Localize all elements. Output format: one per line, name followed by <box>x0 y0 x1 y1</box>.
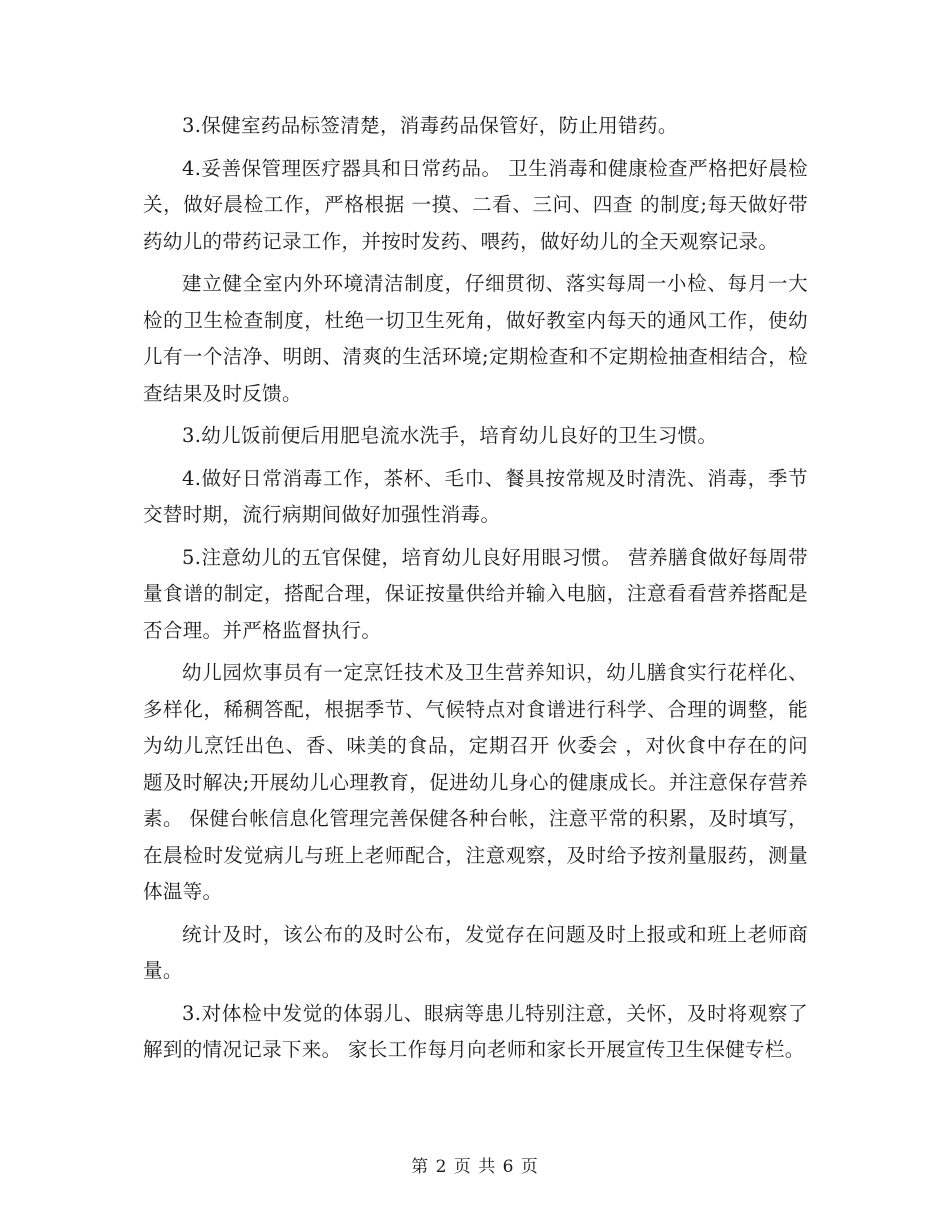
paragraph: 4.妥善保管理医疗器具和日常药品。 卫生消毒和健康检查严格把好晨检关，做好晨检工作，严格根据 一摸、二看、三问、四查 的制度;每天做好带药幼儿的带药记录工作，并按时发药、喂药，做好幼儿的全天观察记录。 <box>143 156 808 253</box>
paragraph: 3.保健室药品标签清楚，消毒药品保管好，防止用错药。 <box>182 114 678 137</box>
paragraph: 3.幼儿饭前便后用肥皂流水洗手，培育幼儿良好的卫生习惯。 <box>182 424 718 447</box>
paragraph: 幼儿园炊事员有一定烹饪技术及卫生营养知识，幼儿膳食实行花样化、多样化，稀稠答配，根据季节、气候特点对食谱进行科学、合理的调整，能为幼儿烹饪出色、香、味美的食品，定期召开 伙委会 ，对伙食中存在的问题及时解决;开展幼儿心理教育，促进幼儿身心的健康成长。并注意保存营养素。 保健台帐信息化管理完善保健各种台帐，注意平常的积累，及时填写，在晨检时发觉病儿与班上老师配合，注意观察，及时给予按剂量服药，测量体温等。 <box>143 661 808 903</box>
page-number: 第 2 页 共 6 页 <box>411 1157 539 1177</box>
paragraph: 4.做好日常消毒工作，茶杯、毛巾、餐具按常规及时清洗、消毒，季节交替时期，流行病期间做好加强性消毒。 <box>143 466 808 526</box>
paragraph: 5.注意幼儿的五官保健，培育幼儿良好用眼习惯。 营养膳食做好每周带量食谱的制定，搭配合理，保证按量供给并输入电脑，注意看看营养搭配是否合理。并严格监督执行。 <box>143 545 808 642</box>
paragraph: 3.对体检中发觉的体弱儿、眼病等患儿特别注意，关怀，及时将观察了解到的情况记录下来。 家长工作每月向老师和家长开展宣传卫生保健专栏。 <box>143 1001 808 1061</box>
paragraph: 统计及时，该公布的及时公布，发觉存在问题及时上报或和班上老师商量。 <box>143 922 808 982</box>
document-body <box>143 108 808 1075</box>
paragraph: 建立健全室内外环境清洁制度，仔细贯彻、落实每周一小检、每月一大检的卫生检查制度，杜绝一切卫生死角，做好教室内每天的通风工作，使幼儿有一个洁净、明朗、清爽的生活环境;定期检查和不定期检抽查相结合，检查结果及时反馈。 <box>143 272 808 405</box>
